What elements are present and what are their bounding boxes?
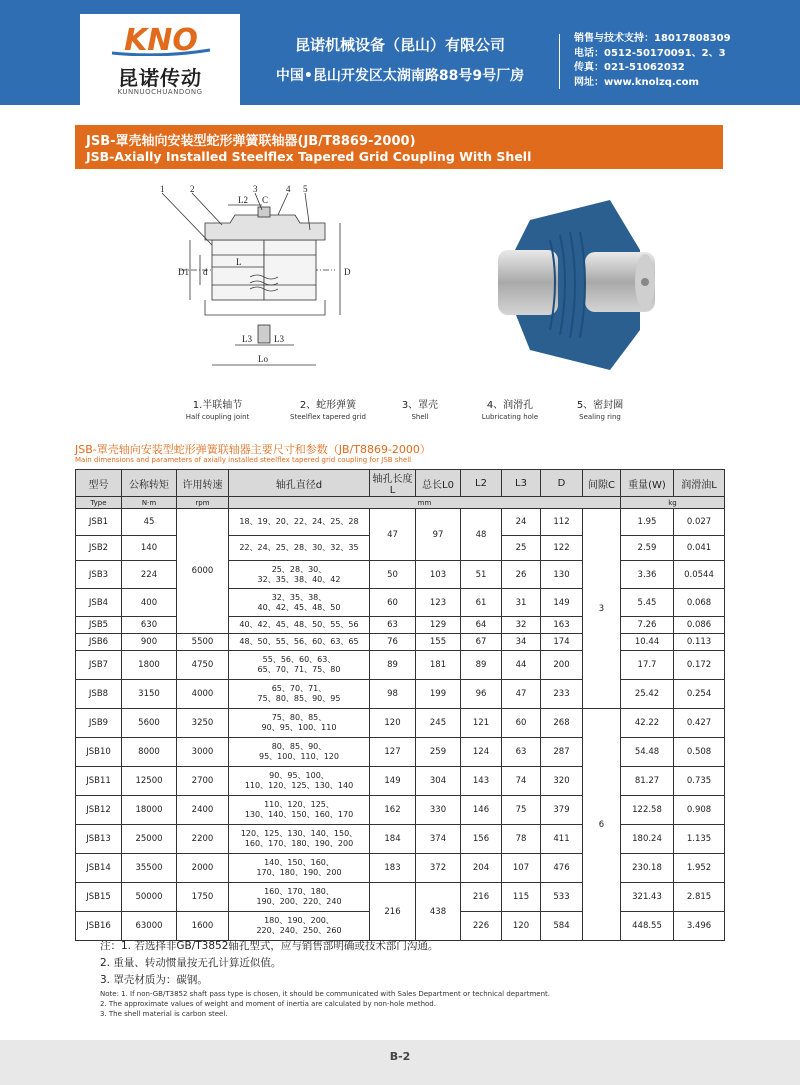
cell-total-length: 129 [416, 617, 461, 634]
table-row [76, 738, 725, 767]
table-row [76, 651, 725, 680]
cell-bore-length: 47 [370, 509, 416, 561]
company-name: 昆诺机械设备（昆山）有限公司 [294, 36, 505, 54]
cell-d: 476 [541, 854, 583, 883]
cell-l3: 32 [502, 617, 541, 634]
cell-l3: 74 [502, 767, 541, 796]
cell-bore [229, 561, 370, 589]
cell-bore [229, 796, 370, 825]
cell-type: JSB15 [76, 883, 122, 912]
cell-l3: 34 [502, 634, 541, 651]
cell-d: 112 [541, 509, 583, 536]
cell-l2: 156 [461, 825, 502, 854]
cell-bore-length: 184 [370, 825, 416, 854]
cell-l3: 26 [502, 561, 541, 589]
cell-torque: 400 [122, 589, 177, 617]
cell-torque: 12500 [122, 767, 177, 796]
logo-mark-text: KNO [124, 23, 198, 56]
cell-lube: 0.027 [674, 509, 725, 536]
cell-lube: 1.952 [674, 854, 725, 883]
legend-item-lube-hole [470, 396, 550, 421]
cell-bore-length: 98 [370, 680, 416, 709]
cell-total-length: 199 [416, 680, 461, 709]
header-gap: 间隙C [583, 470, 621, 497]
cell-d: 200 [541, 651, 583, 680]
table-row [76, 709, 725, 738]
cell-bore-line: 32、35、38、 [271, 592, 327, 602]
cell-l3: 31 [502, 589, 541, 617]
drawing-label-4: 4 [286, 185, 291, 194]
cell-bore-line: 90、95、100、110 [261, 723, 337, 732]
cell-d: 268 [541, 709, 583, 738]
cell-bore-line: 75、80、85、 [271, 713, 327, 722]
cell-type: JSB3 [76, 561, 122, 589]
cell-weight: 122.58 [621, 796, 674, 825]
drawing-label-d-large: D [344, 267, 351, 277]
cell-bore [229, 738, 370, 767]
cell-torque: 630 [122, 617, 177, 634]
cell-bore-line: 25、28、30、 [271, 564, 327, 574]
cell-speed: 1750 [177, 883, 229, 912]
page-footer [0, 1040, 800, 1085]
subheader-type: Type [76, 497, 122, 509]
table-row [76, 854, 725, 883]
cell-bore-line: 18、19、20、22、24、25、28 [239, 517, 359, 526]
cell-type: JSB10 [76, 738, 122, 767]
cell-lube: 1.135 [674, 825, 725, 854]
kno-logo-mark [106, 22, 216, 56]
cell-bore-line: 180、190、200、 [264, 916, 334, 925]
legend-item-en: Half coupling joint [185, 413, 250, 421]
logo-english-name: KUNNUOCHUANDONG [117, 88, 203, 96]
cell-lube: 0.0544 [674, 561, 725, 589]
table-row [76, 617, 725, 634]
product-title-en: JSB-Axially Installed Steelflex Tapered Grid Coupling With Shell [86, 149, 532, 164]
cell-bore [229, 767, 370, 796]
cell-d: 149 [541, 589, 583, 617]
note-cn-3: 3. 罩壳材质为：碳钢。 [100, 974, 208, 986]
table-row [76, 589, 725, 617]
cell-bore [229, 634, 370, 651]
cell-bore [229, 617, 370, 634]
contact-website[interactable]: 网址：www.knolzq.com [574, 76, 699, 88]
cell-weight: 25.42 [621, 680, 674, 709]
cell-torque: 8000 [122, 738, 177, 767]
cell-weight: 321.43 [621, 883, 674, 912]
cell-l2: 146 [461, 796, 502, 825]
legend-item-shell [392, 396, 448, 421]
cell-bore-line: 40、42、45、48、50、55、56 [239, 620, 359, 629]
cell-bore [229, 709, 370, 738]
cell-type: JSB2 [76, 536, 122, 561]
drawing-label-d-small: d [203, 267, 208, 277]
cell-type: JSB14 [76, 854, 122, 883]
cell-speed: 5500 [177, 634, 229, 651]
cell-total-length: 245 [416, 709, 461, 738]
cell-l2: 216 [461, 883, 502, 912]
cell-weight: 81.27 [621, 767, 674, 796]
cell-l2: 64 [461, 617, 502, 634]
legend-item-cn: 2、蛇形弹簧 [299, 400, 357, 411]
cell-lube: 0.113 [674, 634, 725, 651]
legend-item-cn: 1.半联轴节 [192, 400, 243, 411]
note-en-2: 2. The approximate values of weight and moment of inertia are calculated by non-hole method. [100, 1000, 436, 1008]
cell-bore-line: 130、140、150、160、170 [244, 810, 354, 819]
cell-torque: 25000 [122, 825, 177, 854]
cell-total-length: 97 [416, 509, 461, 561]
cell-bore [229, 883, 370, 912]
table-row [76, 767, 725, 796]
cell-l2: 89 [461, 651, 502, 680]
cell-total-length: 372 [416, 854, 461, 883]
cell-speed: 2700 [177, 767, 229, 796]
drawing-label-5: 5 [303, 185, 308, 194]
cell-l3: 25 [502, 536, 541, 561]
legend-item-cn: 5、密封圈 [576, 400, 624, 411]
cell-bore-line: 40、42、45、48、50 [257, 602, 341, 612]
cell-type: JSB12 [76, 796, 122, 825]
header-torque: 公称转矩 [122, 470, 177, 497]
product-title-band [75, 125, 723, 169]
cell-weight: 230.18 [621, 854, 674, 883]
drawing-label-l2: L2 [238, 195, 248, 205]
cell-bore-length: 216 [370, 883, 416, 941]
header-d: D [541, 470, 583, 497]
cell-bore-line: 65、70、71、 [271, 684, 327, 693]
cell-l2: 96 [461, 680, 502, 709]
cell-weight: 17.7 [621, 651, 674, 680]
cell-weight: 7.26 [621, 617, 674, 634]
cell-bore [229, 912, 370, 941]
cell-bore-length: 50 [370, 561, 416, 589]
page-header [0, 0, 800, 105]
cell-d: 533 [541, 883, 583, 912]
cell-l2: 67 [461, 634, 502, 651]
cell-bore-line: 160、170、180、190、200 [244, 839, 354, 848]
cell-type: JSB1 [76, 509, 122, 536]
cell-l2: 143 [461, 767, 502, 796]
drawing-label-3: 3 [253, 185, 258, 194]
cell-torque: 1800 [122, 651, 177, 680]
cell-type: JSB4 [76, 589, 122, 617]
table-row [76, 680, 725, 709]
cell-torque: 140 [122, 536, 177, 561]
cell-total-length: 374 [416, 825, 461, 854]
legend-item-seal [565, 396, 635, 421]
header-total-length: 总长L0 [416, 470, 461, 497]
cell-lube: 0.041 [674, 536, 725, 561]
note-cn-1: 注：1. 若选择非GB/T3852轴孔型式，应与销售部明确或技术部门沟通。 [100, 940, 439, 952]
table-row [76, 825, 725, 854]
contact-sales: 销售与技术支持：18017808309 [574, 33, 731, 44]
cell-bore-line: 160、170、180、 [264, 887, 334, 896]
cell-bore-line: 22、24、25、28、30、32、35 [239, 543, 359, 552]
cell-type: JSB5 [76, 617, 122, 634]
cell-d: 122 [541, 536, 583, 561]
cell-lube: 0.172 [674, 651, 725, 680]
cell-torque: 18000 [122, 796, 177, 825]
cell-total-length: 259 [416, 738, 461, 767]
cell-type: JSB16 [76, 912, 122, 941]
cell-bore-line: 110、120、125、130、140 [244, 781, 354, 790]
cell-bore-line: 48、50、55、56、60、63、65 [239, 637, 359, 646]
header-bore: 轴孔直径d [229, 470, 370, 497]
subheader-mm-unit: mm [229, 497, 621, 509]
cell-bore-length: 162 [370, 796, 416, 825]
cell-speed: 3000 [177, 738, 229, 767]
cell-bore-line: 190、200、220、240 [256, 897, 342, 906]
spec-table [75, 469, 725, 941]
header-bore-length: 轴孔长度L [370, 470, 416, 497]
cell-bore-length: 89 [370, 651, 416, 680]
cell-speed: 4750 [177, 651, 229, 680]
cell-lube: 0.068 [674, 589, 725, 617]
drawing-label-2: 2 [190, 185, 195, 194]
cell-bore-length: 76 [370, 634, 416, 651]
cell-l3: 47 [502, 680, 541, 709]
cell-bore-length: 183 [370, 854, 416, 883]
cell-weight: 2.59 [621, 536, 674, 561]
cell-l2: 51 [461, 561, 502, 589]
cell-speed: 2000 [177, 854, 229, 883]
cell-weight: 3.36 [621, 561, 674, 589]
subheader-torque-unit: N·m [122, 497, 177, 509]
cell-speed: 2400 [177, 796, 229, 825]
cell-d: 411 [541, 825, 583, 854]
cell-bore-length: 149 [370, 767, 416, 796]
legend-item-en: Shell [411, 413, 429, 421]
cell-l3: 44 [502, 651, 541, 680]
cell-speed: 1600 [177, 912, 229, 941]
cell-l2: 48 [461, 509, 502, 561]
cell-l2: 124 [461, 738, 502, 767]
cell-torque: 63000 [122, 912, 177, 941]
cell-d: 584 [541, 912, 583, 941]
cell-lube: 0.254 [674, 680, 725, 709]
drawing-label-1: 1 [160, 185, 165, 194]
cell-gap: 6 [583, 709, 621, 941]
cell-bore [229, 825, 370, 854]
cell-total-length: 155 [416, 634, 461, 651]
cell-bore-line: 95、100、110、120 [259, 752, 339, 761]
cell-l3: 75 [502, 796, 541, 825]
drawing-label-l: L [236, 257, 242, 267]
cell-weight: 10.44 [621, 634, 674, 651]
cell-bore-line: 55、56、60、63、 [262, 655, 336, 664]
header-speed: 许用转速 [177, 470, 229, 497]
header-lube: 润滑油L [674, 470, 725, 497]
cell-bore [229, 680, 370, 709]
spec-table-body [76, 509, 725, 941]
drawing-label-c: C [262, 195, 269, 205]
company-logo [80, 14, 240, 105]
cell-type: JSB6 [76, 634, 122, 651]
drawing-label-lo: Lo [258, 354, 268, 364]
cell-weight: 1.95 [621, 509, 674, 536]
cell-bore [229, 509, 370, 536]
cell-speed: 3250 [177, 709, 229, 738]
cell-torque: 5600 [122, 709, 177, 738]
cell-weight: 54.48 [621, 738, 674, 767]
cell-d: 233 [541, 680, 583, 709]
cell-bore-length: 60 [370, 589, 416, 617]
cell-total-length: 330 [416, 796, 461, 825]
cell-bore-line: 110、120、125、 [264, 800, 334, 809]
header-weight: 重量(W) [621, 470, 674, 497]
cell-torque: 900 [122, 634, 177, 651]
table-caption-en: Main dimensions and parameters of axially installed steelflex tapered grid coupling for JSB shell [75, 456, 412, 464]
cell-lube: 0.086 [674, 617, 725, 634]
cell-d: 379 [541, 796, 583, 825]
cell-bore [229, 589, 370, 617]
header-l3: L3 [502, 470, 541, 497]
company-address: 中国•昆山开发区太湖南路88号9号厂房 [275, 68, 525, 84]
cell-bore-line: 140、150、160、 [264, 858, 334, 867]
cell-bore-length: 63 [370, 617, 416, 634]
cell-bore-line: 75、80、85、90、95 [257, 694, 341, 703]
cell-l2: 121 [461, 709, 502, 738]
cell-bore [229, 854, 370, 883]
drawing-label-d1: D1 [178, 267, 189, 277]
cell-l2: 204 [461, 854, 502, 883]
cell-weight: 42.22 [621, 709, 674, 738]
subheader-speed-unit: rpm [177, 497, 229, 509]
cell-weight: 180.24 [621, 825, 674, 854]
cell-torque: 224 [122, 561, 177, 589]
cell-weight: 448.55 [621, 912, 674, 941]
cell-total-length: 438 [416, 883, 461, 941]
cell-torque: 45 [122, 509, 177, 536]
cell-total-length: 304 [416, 767, 461, 796]
note-en-3: 3. The shell material is carbon steel. [100, 1010, 228, 1018]
header-l2: L2 [461, 470, 502, 497]
table-caption-cn: JSB-罩壳轴向安装型蛇形弹簧联轴器主要尺寸和参数（JB/T8869-2000） [75, 443, 431, 456]
legend-item-grid [278, 396, 378, 421]
cell-d: 163 [541, 617, 583, 634]
cell-torque: 35500 [122, 854, 177, 883]
header-type: 型号 [76, 470, 122, 497]
contact-phone: 电话：0512-50170091、2、3 [574, 47, 726, 59]
cell-bore-line: 32、35、38、40、42 [257, 574, 341, 584]
cell-weight: 5.45 [621, 589, 674, 617]
cell-speed: 2200 [177, 825, 229, 854]
cell-d: 287 [541, 738, 583, 767]
product-title-cn: JSB-罩壳轴向安装型蛇形弹簧联轴器(JB/T8869-2000) [86, 134, 416, 149]
cell-d: 130 [541, 561, 583, 589]
cell-lube: 0.908 [674, 796, 725, 825]
cell-total-length: 103 [416, 561, 461, 589]
header-divider [559, 34, 560, 89]
cell-bore-line: 220、240、250、260 [256, 926, 342, 935]
cell-speed: 4000 [177, 680, 229, 709]
cell-total-length: 123 [416, 589, 461, 617]
cell-torque: 50000 [122, 883, 177, 912]
cell-bore-line: 170、180、190、200 [256, 868, 342, 877]
cell-bore-length: 127 [370, 738, 416, 767]
cell-gap: 3 [583, 509, 621, 709]
contact-info [574, 32, 731, 90]
cell-l3: 107 [502, 854, 541, 883]
cell-bore-line: 120、125、130、140、150、 [240, 829, 358, 838]
contact-fax: 传真：021-51062032 [574, 62, 685, 73]
notes-section [100, 938, 720, 1019]
table-row [76, 796, 725, 825]
cell-lube: 0.508 [674, 738, 725, 767]
cell-lube: 3.496 [674, 912, 725, 941]
cell-d: 174 [541, 634, 583, 651]
cell-l3: 115 [502, 883, 541, 912]
cell-bore [229, 536, 370, 561]
cell-d: 320 [541, 767, 583, 796]
drawing-label-l3-right: L3 [274, 334, 284, 344]
cell-l3: 78 [502, 825, 541, 854]
cell-l3: 120 [502, 912, 541, 941]
cell-speed: 6000 [177, 509, 229, 634]
subheader-kg-unit: kg [621, 497, 725, 509]
table-row [76, 634, 725, 651]
coupling-product-image [490, 190, 660, 375]
cell-type: JSB7 [76, 651, 122, 680]
cell-bore-line: 90、95、100、 [269, 771, 329, 780]
cell-l2: 226 [461, 912, 502, 941]
logo-chinese-name: 昆诺传动 [118, 66, 202, 90]
note-cn-2: 2. 重量、转动惯量按无孔计算近似值。 [100, 957, 282, 969]
legend-item-cn: 4、润滑孔 [486, 400, 534, 411]
legend-item-cn: 3、罩壳 [401, 400, 439, 411]
cell-l2: 61 [461, 589, 502, 617]
note-en-1: Note: 1. If non-GB/T3852 shaft pass type is chosen, it should be communicated with Sales Department or technical department. [100, 990, 550, 998]
cell-type: JSB13 [76, 825, 122, 854]
cell-bore-line: 80、85、90、 [271, 742, 327, 751]
legend-item-en: Sealing ring [579, 413, 621, 421]
cell-l3: 60 [502, 709, 541, 738]
cell-bore [229, 651, 370, 680]
table-row [76, 509, 725, 536]
cell-torque: 3150 [122, 680, 177, 709]
cell-bore-length: 120 [370, 709, 416, 738]
cell-l3: 63 [502, 738, 541, 767]
cell-type: JSB11 [76, 767, 122, 796]
table-row [76, 561, 725, 589]
cell-type: JSB9 [76, 709, 122, 738]
cell-type: JSB8 [76, 680, 122, 709]
technical-drawing [150, 185, 370, 380]
page-number: B-2 [389, 1050, 411, 1063]
legend-item-en: Steelflex tapered grid [290, 413, 366, 421]
legend-item-en: Lubricating hole [481, 413, 539, 421]
cell-bore-line: 65、70、71、75、80 [257, 665, 341, 674]
drawing-label-l3-left: L3 [242, 334, 252, 344]
cell-lube: 2.815 [674, 883, 725, 912]
cell-lube: 0.735 [674, 767, 725, 796]
legend-item-half-coupling [170, 396, 265, 421]
cell-total-length: 181 [416, 651, 461, 680]
cell-lube: 0.427 [674, 709, 725, 738]
cell-l3: 24 [502, 509, 541, 536]
parts-legend [170, 396, 640, 422]
table-row [76, 883, 725, 912]
